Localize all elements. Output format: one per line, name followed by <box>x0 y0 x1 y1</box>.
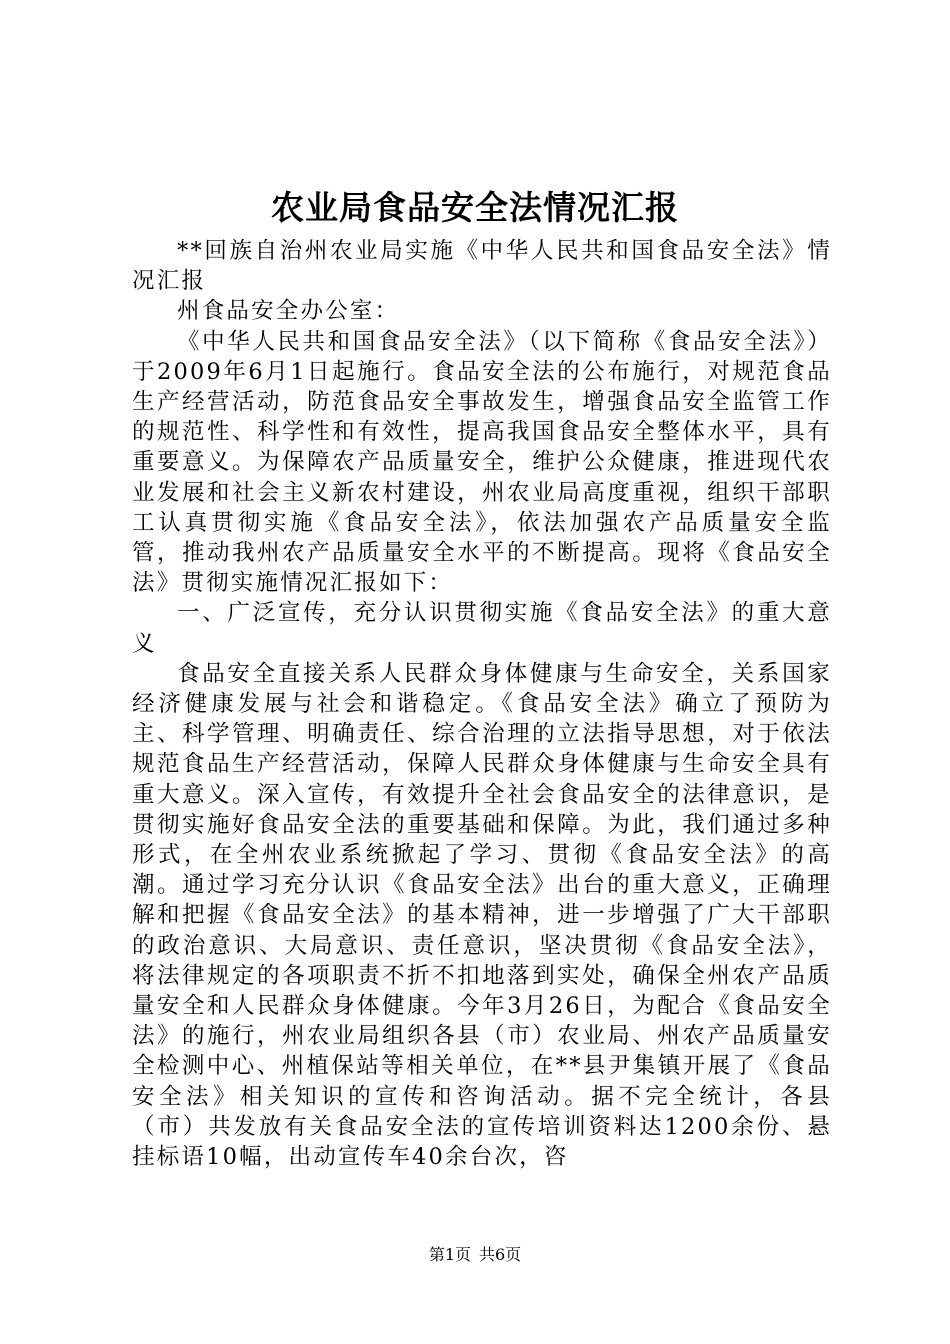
report-heading: **回族自治州农业局实施《中华人民共和国食品安全法》情况汇报 <box>132 238 832 295</box>
section-heading-1: 一、广泛宣传，充分认识贯彻实施《食品安全法》的重大意义 <box>132 600 832 657</box>
page-footer <box>0 1244 950 1266</box>
section-1-paragraph: 食品安全直接关系人民群众身体健康与生命安全，关系国家经济健康发展与社会和谐稳定。《食品安全法》确立了预防为主、科学管理、明确责任、综合治理的立法指导思想，对于依法规范食品生产经营活动，保障人民群众身体健康与生命安全具有重大意义。深入宣传，有效提升全社会食品安全的法律意识，是贯彻实施好食品安全法的重要基础和保障。为此，我们通过多种形式，在全州农业系统掀起了学习、贯彻《食品安全法》的高潮。通过学习充分认识《食品安全法》出台的重大意义，正确理解和把握《食品安全法》的基本精神，进一步增强了广大干部职的政治意识、大局意识、责任意识，坚决贯彻《食品安全法》，将法律规定的各项职责不折不扣地落到实处，确保全州农产品质量安全和人民群众身体健康。今年3月26日，为配合《食品安全法》的施行，州农业局组织各县（市）农业局、州农产品质量安全检测中心、州植保站等相关单位，在**县尹集镇开展了《食品安全法》相关知识的宣传和咨询活动。据不完全统计，各县（市）共发放有关食品安全法的宣传培训资料达1200余份、悬挂标语10幅，出动宣传车40余台次，咨 <box>132 660 832 1171</box>
document-body <box>132 236 832 1172</box>
page-total: 共6页 <box>479 1245 522 1264</box>
document-title: 农业局食品安全法情况汇报 <box>271 188 679 227</box>
intro-paragraph: 《中华人民共和国食品安全法》（以下简称《食品安全法》）于2009年6月1日起施行。食品安全法的公布施行，对规范食品生产经营活动，防范食品安全事故发生，增强食品安全监管工作的规范性、科学性和有效性，提高我国食品安全整体水平，具有重要意义。为保障农产品质量安全，维护公众健康，推进现代农业发展和社会主义新农村建设，州农业局高度重视，组织干部职工认真贯彻实施《食品安全法》，依法加强农产品质量安全监管，推动我州农产品质量安全水平的不断提高。现将《食品安全法》贯彻实施情况汇报如下： <box>132 328 832 597</box>
page-number: 第1页 <box>428 1245 471 1264</box>
salutation: 州食品安全办公室： <box>177 298 400 325</box>
